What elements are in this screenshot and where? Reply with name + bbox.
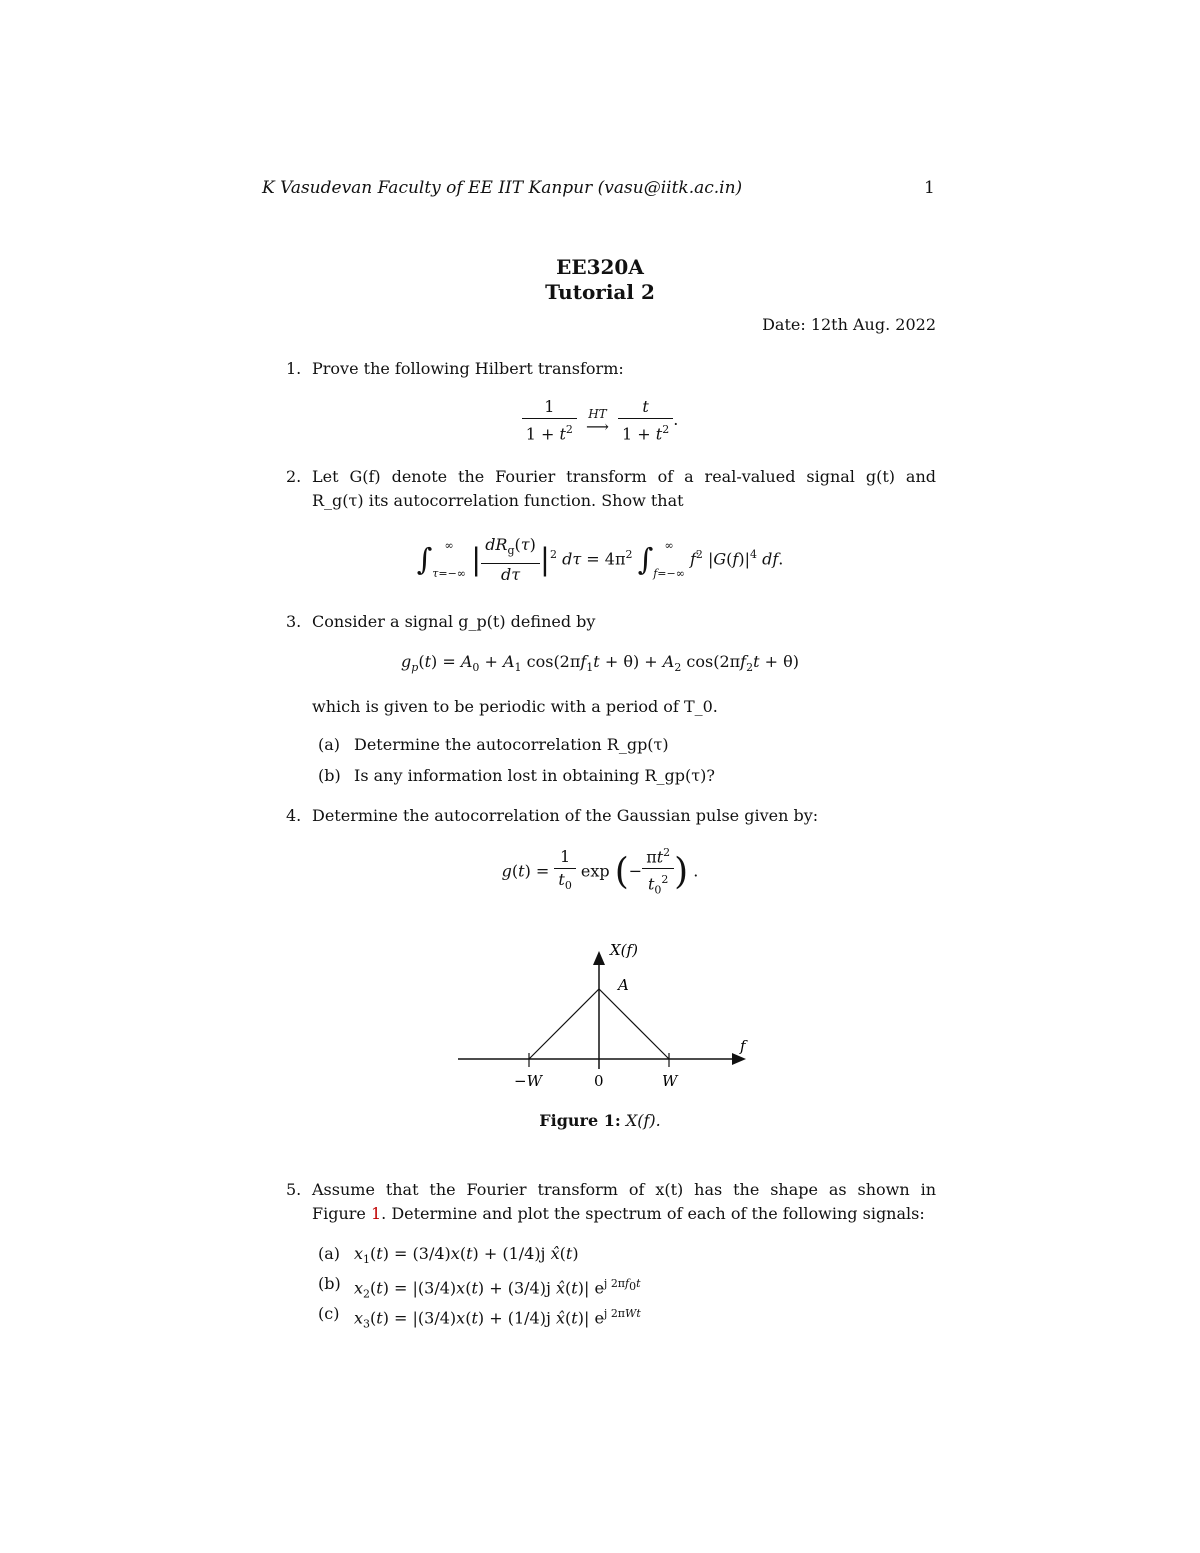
page-number: 1 xyxy=(924,178,935,198)
right-arrow-icon: ⟶ xyxy=(585,416,609,436)
figure-ref-link[interactable]: 1 xyxy=(370,1204,382,1223)
q3a-text: Determine the autocorrelation R_gp(τ) xyxy=(354,735,669,754)
figure-caption-text: X(f). xyxy=(625,1111,661,1130)
peak-label: A xyxy=(618,976,629,994)
q5-line2-pre: Figure xyxy=(312,1204,371,1223)
q4-number: 4. xyxy=(286,806,302,825)
q4-text: Determine the autocorrelation of the Gaussian pulse given by: xyxy=(312,806,819,825)
figure-caption-label: Figure 1: xyxy=(539,1111,621,1130)
q5-line2-post: . Determine and plot the spectrum of each of the following signals: xyxy=(381,1204,925,1223)
tick-label-neg-w: −W xyxy=(514,1072,542,1090)
q2-equation: ∫ ∞ τ=−∞ | $\frac{dR_g(\tau)}{d\tau}$ $|^2$ $d\tau = 4\pi^2$ ∫ ∞ f=−∞ $f^2$ $|G(f)|^4$ df. xyxy=(416,535,784,584)
spectrum-figure xyxy=(440,935,770,1095)
q5b-equation: $x_2(t) = |(3/4)x(t) + (3/4)j$ x̂(t)| $e^{j 2\pi f_0t}$ xyxy=(354,1277,641,1301)
q5c-label: (c) xyxy=(318,1304,340,1323)
q5b-label: (b) xyxy=(318,1274,341,1293)
q2-line2: R_g(τ) its autocorrelation function. Show that xyxy=(312,491,684,510)
q3-equation: $g_p(t) = A_0 + A_1$ $\cos(2\pi f_1t + \theta) + A_2$ $\cos(2\pi f_2t + \theta)$ xyxy=(401,652,799,675)
q4-equation: g(t) = $\frac{1}{t_0}$ exp (− $\frac{\pi t^2}{t_0^2}$ ) . xyxy=(0,842,1200,902)
q5-line1: Assume that the Fourier transform of x(t) has the shape as shown in xyxy=(312,1180,936,1199)
q3-after: which is given to be periodic with a period of T_0. xyxy=(312,697,718,716)
tick-label-zero: 0 xyxy=(594,1072,604,1090)
course-title: EE320A xyxy=(556,255,644,279)
tick-label-pos-w: W xyxy=(662,1072,678,1090)
hilbert-arrow-label: HT xyxy=(588,406,607,421)
q2-number: 2. xyxy=(286,467,302,486)
q3a-label: (a) xyxy=(318,735,341,754)
q3b-text: Is any information lost in obtaining R_gp(τ)? xyxy=(354,766,715,785)
q1-equation: $\frac{1}{1 + t^2}$ HT ⟶ $\frac{t}{1 + t^2}$ . xyxy=(0,396,1200,445)
q2-line1: Let G(f) denote the Fourier transform of a real-valued signal g(t) and xyxy=(312,467,936,486)
running-head: K Vasudevan Faculty of EE IIT Kanpur (vasu@iitk.ac.in) xyxy=(262,178,743,198)
q5c-equation: $x_3(t) = |(3/4)x(t) + (1/4)j$ x̂(t)| $e^{j 2\pi Wt}$ xyxy=(354,1307,641,1331)
figure-caption xyxy=(0,1111,1200,1130)
xf-axis-arrowhead-icon xyxy=(593,951,605,965)
date-line: Date: 12th Aug. 2022 xyxy=(762,315,936,334)
tutorial-title: Tutorial 2 xyxy=(545,280,655,304)
q1-text: Prove the following Hilbert transform: xyxy=(312,359,624,378)
q3b-label: (b) xyxy=(318,766,341,785)
f-axis-label: f xyxy=(740,1037,746,1055)
q1-number: 1. xyxy=(286,359,302,378)
q3-intro: Consider a signal g_p(t) defined by xyxy=(312,612,596,631)
q5a-label: (a) xyxy=(318,1244,341,1263)
q5-number: 5. xyxy=(286,1180,302,1199)
xf-axis-label: X(f) xyxy=(610,941,638,959)
q5-line2 xyxy=(312,1202,936,1226)
q5a-equation: $x_1(t) = (3/4)x(t) + (1/4)j$ x̂(t) xyxy=(354,1244,579,1267)
q3-number: 3. xyxy=(286,612,302,631)
